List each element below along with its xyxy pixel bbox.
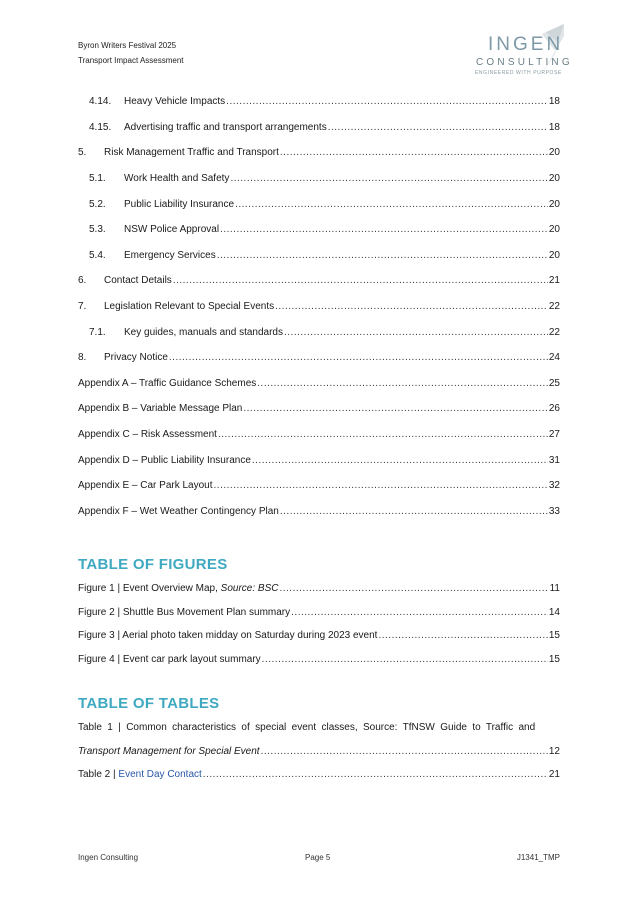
toc-entry-page: 18	[548, 96, 560, 108]
toc-entry[interactable]	[78, 294, 560, 320]
table-of-contents	[78, 89, 560, 524]
table-entry-2-page: 21	[548, 769, 560, 781]
figure-entry[interactable]	[78, 624, 560, 648]
toc-entry[interactable]	[78, 345, 560, 371]
toc-entry-number: 5.2.	[89, 198, 106, 210]
toc-entry-page: 24	[548, 352, 560, 364]
toc-entry-number: 4.14.	[89, 96, 112, 108]
figure-entry-label: Figure 2 | Shuttle Bus Movement Plan summary	[78, 606, 291, 618]
toc-entry[interactable]	[78, 371, 560, 397]
figures-list	[78, 577, 560, 671]
leader-dots	[280, 506, 548, 517]
toc-entry[interactable]	[78, 191, 560, 217]
toc-entry-number: 5.1.	[89, 173, 106, 185]
figure-entry-label: Figure 3 | Aerial photo taken midday on Saturday during 2023 event	[78, 630, 378, 642]
toc-entry[interactable]	[78, 268, 560, 294]
toc-entry-label: Public Liability Insurance	[124, 198, 235, 210]
figure-entry[interactable]	[78, 648, 560, 672]
toc-entry-number: 8.	[78, 352, 87, 364]
toc-entry-page: 22	[548, 301, 560, 313]
leader-dots	[280, 147, 548, 158]
toc-entry[interactable]	[78, 89, 560, 115]
toc-entry-label: Appendix B – Variable Message Plan	[78, 403, 243, 415]
toc-entry[interactable]	[78, 115, 560, 141]
logo-subtitle: CONSULTING	[476, 57, 573, 68]
toc-entry[interactable]	[78, 499, 560, 525]
toc-entry[interactable]	[78, 140, 560, 166]
table-entry-2-label: Event Day Contact	[118, 769, 202, 781]
table-entry-1-line-2[interactable]	[78, 740, 560, 764]
table-entry-2[interactable]	[78, 763, 560, 787]
table-entry-2-prefix: Table 2 |	[78, 769, 119, 781]
logo-tagline: ENGINEERED WITH PURPOSE	[475, 70, 562, 76]
ingen-consulting-logo	[472, 22, 573, 88]
toc-entry-page: 18	[548, 121, 560, 133]
toc-entry-label: Legislation Relevant to Special Events	[104, 301, 275, 313]
toc-entry-number: 4.15.	[89, 121, 112, 133]
leader-dots	[378, 630, 547, 641]
toc-entry-label: Appendix A – Traffic Guidance Schemes	[78, 377, 257, 389]
leader-dots	[252, 455, 548, 466]
toc-entry[interactable]	[78, 422, 560, 448]
toc-entry-page: 27	[548, 429, 560, 441]
table-entry-1-line-1[interactable]	[78, 716, 560, 740]
toc-entry-page: 22	[548, 326, 560, 338]
toc-entry-number: 5.	[78, 147, 87, 159]
toc-entry-page: 21	[548, 275, 560, 287]
footer-page-number: Page 5	[305, 853, 331, 862]
toc-entry-page: 20	[548, 173, 560, 185]
toc-entry-number: 7.	[78, 301, 87, 313]
toc-entry-number: 6.	[78, 275, 87, 287]
table-of-tables-heading: TABLE OF TABLES	[78, 695, 220, 712]
footer-document-code: J1341_TMP	[516, 853, 560, 862]
footer-company: Ingen Consulting	[78, 853, 139, 862]
toc-entry-label: NSW Police Approval	[124, 224, 220, 236]
figure-entry[interactable]	[78, 601, 560, 625]
tables-list	[78, 716, 560, 787]
toc-entry-label: Privacy Notice	[104, 352, 168, 364]
toc-entry[interactable]	[78, 447, 560, 473]
toc-entry-number: 7.1.	[89, 326, 106, 338]
leader-dots	[169, 352, 548, 363]
leader-dots	[220, 224, 548, 235]
logo-wordmark: INGEN	[488, 34, 564, 55]
leader-dots	[291, 607, 548, 618]
toc-entry-label: Appendix E – Car Park Layout	[78, 480, 213, 492]
figure-entry-label: Figure 1 | Event Overview Map,	[78, 583, 221, 595]
table-entry-1-page: 12	[548, 745, 560, 757]
toc-entry-page: 20	[548, 224, 560, 236]
table-of-figures-heading: TABLE OF FIGURES	[78, 556, 228, 573]
toc-entry-page: 32	[548, 480, 560, 492]
toc-entry-label: Advertising traffic and transport arrangements	[124, 121, 327, 133]
leader-dots	[279, 583, 548, 594]
toc-entry-label: Emergency Services	[124, 249, 216, 261]
figure-entry-page: 11	[549, 583, 560, 595]
toc-entry-label: Work Health and Safety	[124, 173, 230, 185]
toc-entry[interactable]	[78, 217, 560, 243]
leader-dots	[275, 301, 548, 312]
leader-dots	[257, 378, 548, 389]
toc-entry-label: Contact Details	[104, 275, 172, 287]
toc-entry-label: Appendix C – Risk Assessment	[78, 429, 217, 441]
toc-entry-label: Key guides, manuals and standards	[124, 326, 283, 338]
toc-entry-page: 26	[548, 403, 560, 415]
leader-dots	[328, 122, 548, 133]
leader-dots	[226, 96, 548, 107]
figure-entry-source: Source: BSC	[220, 583, 279, 595]
toc-entry[interactable]	[78, 319, 560, 345]
toc-entry[interactable]	[78, 243, 560, 269]
figure-entry-page: 15	[548, 653, 560, 665]
leader-dots	[214, 480, 548, 491]
table-entry-1-text-line-2: Transport Management for Special Event	[78, 745, 260, 757]
leader-dots	[261, 746, 548, 757]
leader-dots	[230, 173, 547, 184]
figure-entry-page: 14	[548, 606, 560, 618]
figure-entry-page: 15	[548, 630, 560, 642]
leader-dots	[243, 403, 548, 414]
toc-entry-number: 5.4.	[89, 249, 106, 261]
table-entry-1-text-line-1: Table 1 | Common characteristics of special event classes, Source: TfNSW Guide to Traffic and	[78, 722, 536, 734]
toc-entry-page: 20	[548, 198, 560, 210]
toc-entry-number: 5.3.	[89, 224, 106, 236]
toc-entry-page: 33	[548, 505, 560, 517]
toc-entry-label: Risk Management Traffic and Transport	[104, 147, 279, 159]
leader-dots	[218, 429, 548, 440]
toc-entry-page: 25	[548, 377, 560, 389]
leader-dots	[203, 769, 548, 780]
toc-entry-page: 20	[548, 147, 560, 159]
leader-dots	[217, 250, 548, 261]
toc-entry[interactable]	[78, 166, 560, 192]
document-title: Byron Writers Festival 2025	[78, 41, 177, 50]
leader-dots	[262, 654, 548, 665]
toc-entry[interactable]	[78, 473, 560, 499]
document-subtitle: Transport Impact Assessment	[78, 56, 184, 65]
toc-entry-page: 31	[548, 454, 560, 466]
toc-entry-label: Heavy Vehicle Impacts	[124, 96, 226, 108]
toc-entry-page: 20	[548, 249, 560, 261]
leader-dots	[173, 275, 548, 286]
figure-entry-label: Figure 4 | Event car park layout summary	[78, 653, 261, 665]
toc-entry-label: Appendix F – Wet Weather Contingency Plan	[78, 505, 279, 517]
leader-dots	[284, 327, 548, 338]
figure-entry[interactable]	[78, 577, 560, 601]
toc-entry[interactable]	[78, 396, 560, 422]
toc-entry-label: Appendix D – Public Liability Insurance	[78, 454, 251, 466]
leader-dots	[235, 199, 548, 210]
